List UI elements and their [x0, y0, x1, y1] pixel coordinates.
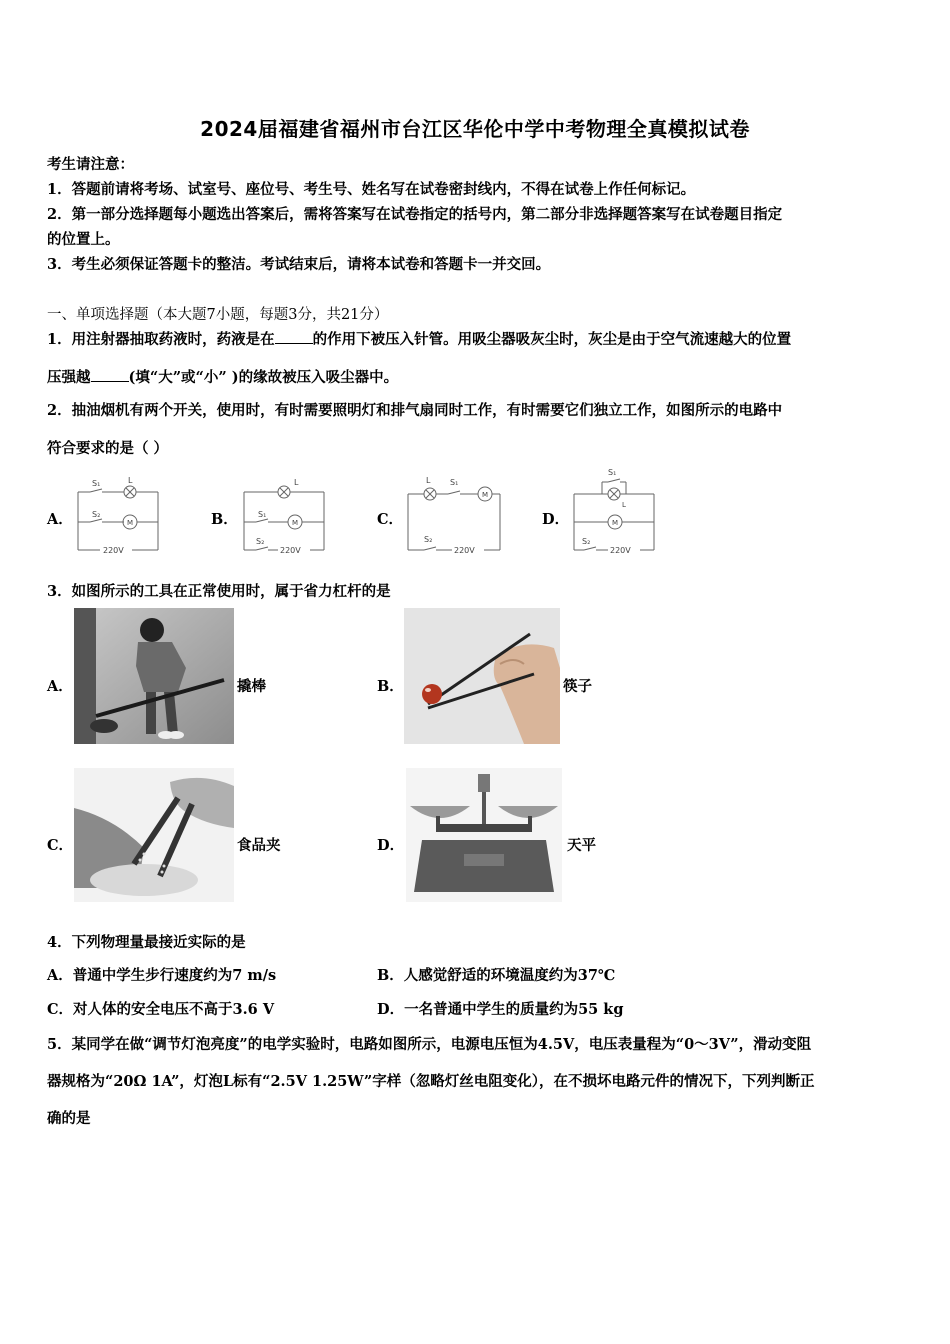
- question-3-stem: 3．如图所示的工具在正常使用时，属于省力杠杆的是: [47, 583, 391, 600]
- circuit-diagram-c: [402, 470, 506, 558]
- label-s1: S₁: [608, 468, 617, 477]
- label-lamp: L: [622, 501, 626, 509]
- label-motor: M: [482, 491, 489, 499]
- q3-option-b-label: B．: [377, 678, 404, 695]
- label-s2: S₂: [424, 535, 433, 544]
- circuit-diagram-d: [568, 466, 660, 558]
- q1-text-b: 的作用下被压入针管。用吸尘器吸灰尘时，灰尘是由于空气流速越大的位置: [312, 331, 792, 348]
- q3-option-b-caption: 筷子: [563, 678, 592, 695]
- notice-item-1: 1．答题前请将考场、试室号、座位号、考生号、姓名写在试卷密封线内，不得在试卷上作任何标记。: [47, 181, 696, 198]
- label-voltage: 220V: [610, 546, 631, 555]
- notice-heading: 考生请注意：: [47, 156, 134, 173]
- section-heading: 一、单项选择题（本大题7小题，每题3分，共21分）: [47, 307, 389, 323]
- q2-option-b-label: B．: [211, 511, 238, 528]
- page-title: 2024届福建省福州市台江区华伦中学中考物理全真模拟试卷: [200, 117, 750, 141]
- q4-option-d: D．一名普通中学生的质量约为55 kg: [377, 1001, 624, 1018]
- q1-text-a: 1．用注射器抽取药液时，药液是在: [47, 331, 275, 348]
- label-voltage: 220V: [280, 546, 301, 555]
- notice-item-2-cont: 的位置上。: [47, 231, 120, 248]
- question-2-line-1: 2．抽油烟机有两个开关，使用时，有时需要照明灯和排气扇同时工作，有时需要它们独立工作，如图所示的电路中: [47, 402, 783, 419]
- q3-option-a-label: A．: [47, 678, 73, 695]
- q4-option-a: A．普通中学生步行速度约为7 m/s: [47, 967, 277, 984]
- label-motor: M: [292, 519, 299, 527]
- question-5-line-2: 器规格为“20Ω 1A”，灯泡L标有“2.5V 1.25W”字样（忽略灯丝电阻变化），在不损坏电路元件的情况下，下列判断正: [47, 1073, 815, 1090]
- crowbar-photo: [74, 608, 234, 744]
- circuit-diagram-b: [238, 474, 330, 558]
- label-lamp: L: [426, 476, 431, 485]
- q4-option-c: C．对人体的安全电压不高于3.6 V: [47, 1001, 275, 1018]
- label-voltage: 220V: [454, 546, 475, 555]
- label-s1: S₁: [450, 478, 459, 487]
- q2-option-a-label: A．: [47, 511, 73, 528]
- q2-option-c-label: C．: [377, 511, 404, 528]
- food-tongs-photo: [74, 768, 234, 902]
- question-1-line-2: [47, 366, 398, 387]
- chopsticks-photo: [404, 608, 560, 744]
- q1-text-c: 压强越: [47, 369, 91, 386]
- q3-option-c-caption: 食品夹: [237, 837, 281, 854]
- question-2-line-2: 符合要求的是（ ）: [47, 440, 169, 457]
- label-s2: S₂: [582, 537, 591, 546]
- question-5-line-1: 5．某同学在做“调节灯泡亮度”的电学实验时，电路如图所示，电源电压恒为4.5V，电压表量程为“0～3V”，滑动变阻: [47, 1036, 812, 1053]
- q3-option-d-label: D．: [377, 837, 405, 854]
- notice-item-2: 2．第一部分选择题每小题选出答案后，需将答案写在试卷指定的括号内，第二部分非选择题答案写在试卷题目指定: [47, 206, 783, 223]
- answer-blank: [91, 369, 129, 382]
- label-motor: M: [612, 519, 619, 527]
- q2-option-d-label: D．: [542, 511, 570, 528]
- q4-option-b: B．人感觉舒适的环境温度约为37℃: [377, 967, 616, 984]
- question-5-line-3: 确的是: [47, 1110, 91, 1127]
- label-lamp: L: [294, 478, 299, 487]
- q3-option-c-label: C．: [47, 837, 74, 854]
- answer-blank: [275, 331, 313, 344]
- circuit-diagram-a: [72, 474, 164, 558]
- notice-item-3: 3．考生必须保证答题卡的整洁。考试结束后，请将本试卷和答题卡一并交回。: [47, 256, 551, 273]
- label-s2: S₂: [92, 510, 101, 519]
- q3-option-a-caption: 撬棒: [237, 678, 266, 695]
- q3-option-d-caption: 天平: [567, 837, 596, 854]
- label-voltage: 220V: [103, 546, 124, 555]
- q1-text-d: (填“大”或“小” )的缘故被压入吸尘器中。: [128, 369, 399, 386]
- label-s2: S₂: [256, 537, 265, 546]
- question-4-stem: 4．下列物理量最接近实际的是: [47, 934, 246, 951]
- label-s1: S₁: [258, 510, 267, 519]
- label-s1: S₁: [92, 479, 101, 488]
- label-motor: M: [127, 519, 134, 527]
- question-1-line-1: [47, 328, 791, 349]
- balance-scale-photo: [406, 768, 562, 902]
- label-lamp: L: [128, 476, 133, 485]
